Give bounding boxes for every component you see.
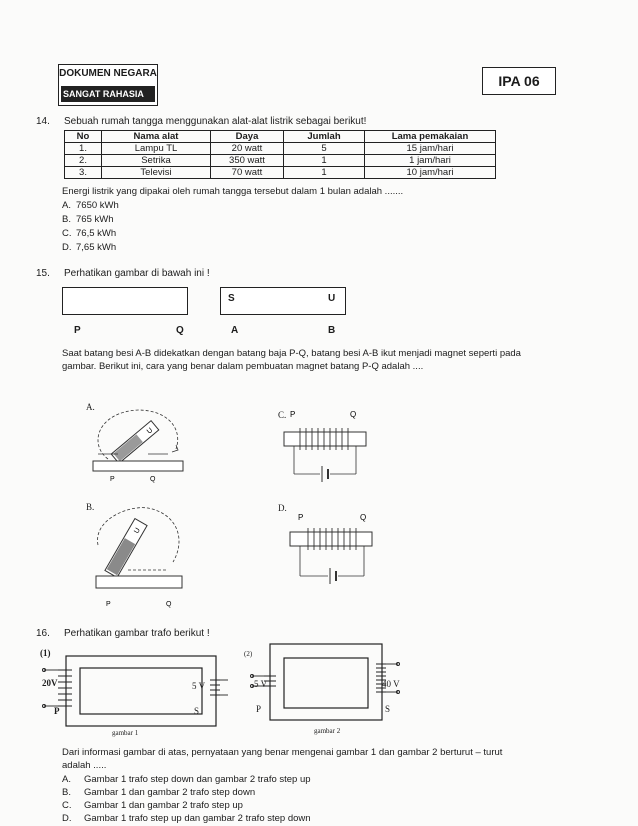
figure-d-p: P: [298, 513, 304, 522]
figure-c-q: Q: [350, 410, 357, 419]
label-b: B: [328, 325, 336, 336]
figure-2-number: (2): [244, 650, 253, 658]
figure-1-secondary-label: S: [194, 706, 200, 716]
figure-2-primary-label: P: [256, 704, 262, 714]
table-cell: Setrika: [102, 155, 211, 167]
document-label: DOKUMEN NEGARA: [59, 68, 157, 79]
figure-a-q: Q: [150, 476, 156, 483]
question-16-text: Perhatikan gambar trafo berikut !: [64, 628, 210, 639]
figure-b-p: P: [106, 601, 111, 608]
document-header-box: [58, 64, 158, 106]
question-14-text: Sebuah rumah tangga menggunakan alat-alat listrik sebagai berikut!: [64, 116, 367, 127]
figure-2-caption: gambar 2: [314, 727, 341, 735]
option-d[interactable]: [62, 813, 311, 824]
figure-c-label: C.: [278, 410, 287, 420]
figure-b-q: Q: [166, 601, 172, 608]
option-text: Gambar 1 dan gambar 2 trafo step up: [84, 800, 243, 811]
question-15-paragraph-2: gambar. Berikut ini, cara yang benar dalam pembuatan magnet batang P-Q adalah ....: [62, 361, 424, 372]
label-p: P: [74, 325, 81, 336]
option-text: 765 kWh: [76, 214, 114, 225]
table-row: [65, 155, 496, 167]
figure-d-label: D.: [278, 503, 287, 513]
table-header: Jumlah: [284, 131, 365, 143]
option-text: 76,5 kWh: [76, 228, 117, 239]
option-letter: B.: [62, 214, 71, 225]
question-16-number: 16.: [36, 628, 50, 639]
appliance-table: [64, 130, 496, 179]
figure-c-p: P: [290, 410, 296, 419]
table-header: Nama alat: [102, 131, 211, 143]
steel-bar-pq: [62, 287, 188, 315]
magnet-s-label: S: [228, 293, 235, 304]
table-cell: 2.: [65, 155, 102, 167]
figure-b-stroking-diagram: [88, 500, 188, 610]
option-letter: B.: [62, 787, 71, 798]
figure-a-p: P: [110, 476, 115, 483]
question-14-prompt: Energi listrik yang dipakai oleh rumah tangga tersebut dalam 1 bulan adalah .......: [62, 186, 404, 197]
magnet-u-label: U: [328, 293, 336, 304]
magnet-u-mark: U: [145, 426, 155, 436]
figure-a-stroking-diagram: [88, 404, 188, 484]
question-14-number: 14.: [36, 116, 50, 127]
option-text: Gambar 1 dan gambar 2 trafo step down: [84, 787, 256, 798]
table-cell: 70 watt: [211, 167, 284, 179]
option-letter: D.: [62, 813, 72, 824]
table-cell: 1: [284, 167, 365, 179]
subject-code: IPA 06: [482, 67, 556, 95]
secret-label: SANGAT RAHASIA: [61, 86, 155, 102]
option-a[interactable]: [62, 774, 311, 785]
option-letter: C.: [62, 800, 72, 811]
option-text: Gambar 1 trafo step up dan gambar 2 trafo step down: [84, 813, 311, 824]
figure-1-input-voltage: 20V: [42, 678, 58, 688]
table-header: No: [65, 131, 102, 143]
option-letter: D.: [62, 242, 72, 253]
table-cell: 350 watt: [211, 155, 284, 167]
figure-b-label: B.: [86, 502, 95, 512]
option-a[interactable]: [62, 200, 119, 211]
table-header-row: [65, 131, 496, 143]
label-q: Q: [176, 325, 184, 336]
figure-1-primary-label: P: [54, 706, 60, 716]
option-c[interactable]: [62, 800, 243, 811]
question-16-paragraph-2: adalah .....: [62, 760, 107, 771]
table-cell: 10 jam/hari: [365, 167, 496, 179]
table-cell: 1.: [65, 143, 102, 155]
magnet-u-mark: U: [133, 527, 142, 535]
label-a: A: [231, 325, 239, 336]
option-text: 7650 kWh: [76, 200, 119, 211]
option-letter: A.: [62, 774, 71, 785]
figure-1-caption: gambar 1: [112, 729, 139, 737]
question-16-paragraph-1: Dari informasi gambar di atas, pernyataan yang benar mengenai gambar 1 dan gambar 2 berturut – turut: [62, 747, 503, 758]
table-cell: 1: [284, 155, 365, 167]
question-15-paragraph-1: Saat batang besi A-B didekatkan dengan batang baja P-Q, batang besi A-B ikut menjadi magnet seperti pada: [62, 348, 521, 359]
option-d[interactable]: [62, 242, 116, 253]
table-row: [65, 167, 496, 179]
figure-c-solenoid-diagram: [284, 404, 374, 494]
figure-2-input-voltage: 5 V: [254, 679, 268, 689]
table-cell: 15 jam/hari: [365, 143, 496, 155]
figure-1-output-voltage: 5 V: [192, 681, 206, 691]
table-cell: 5: [284, 143, 365, 155]
option-text: Gambar 1 trafo step down dan gambar 2 trafo step up: [84, 774, 311, 785]
table-cell: 3.: [65, 167, 102, 179]
question-15-text: Perhatikan gambar di bawah ini !: [64, 268, 210, 279]
option-text: 7,65 kWh: [76, 242, 117, 253]
table-cell: Lampu TL: [102, 143, 211, 155]
figure-2-secondary-label: S: [385, 704, 391, 714]
table-header: Lama pemakaian: [365, 131, 496, 143]
table-cell: Televisi: [102, 167, 211, 179]
option-b[interactable]: [62, 214, 114, 225]
option-b[interactable]: [62, 787, 255, 798]
transformer-1-diagram: [40, 650, 230, 740]
figure-1-number: (1): [40, 648, 51, 658]
figure-d-solenoid-diagram: [290, 498, 380, 590]
option-letter: A.: [62, 200, 71, 211]
table-cell: 1 jam/hari: [365, 155, 496, 167]
table-header: Daya: [211, 131, 284, 143]
figure-d-q: Q: [360, 513, 367, 522]
question-15-number: 15.: [36, 268, 50, 279]
option-c[interactable]: [62, 228, 116, 239]
table-cell: 20 watt: [211, 143, 284, 155]
table-row: [65, 143, 496, 155]
figure-a-label: A.: [86, 402, 95, 412]
figure-2-output-voltage: 40 V: [382, 679, 400, 689]
option-letter: C.: [62, 228, 72, 239]
